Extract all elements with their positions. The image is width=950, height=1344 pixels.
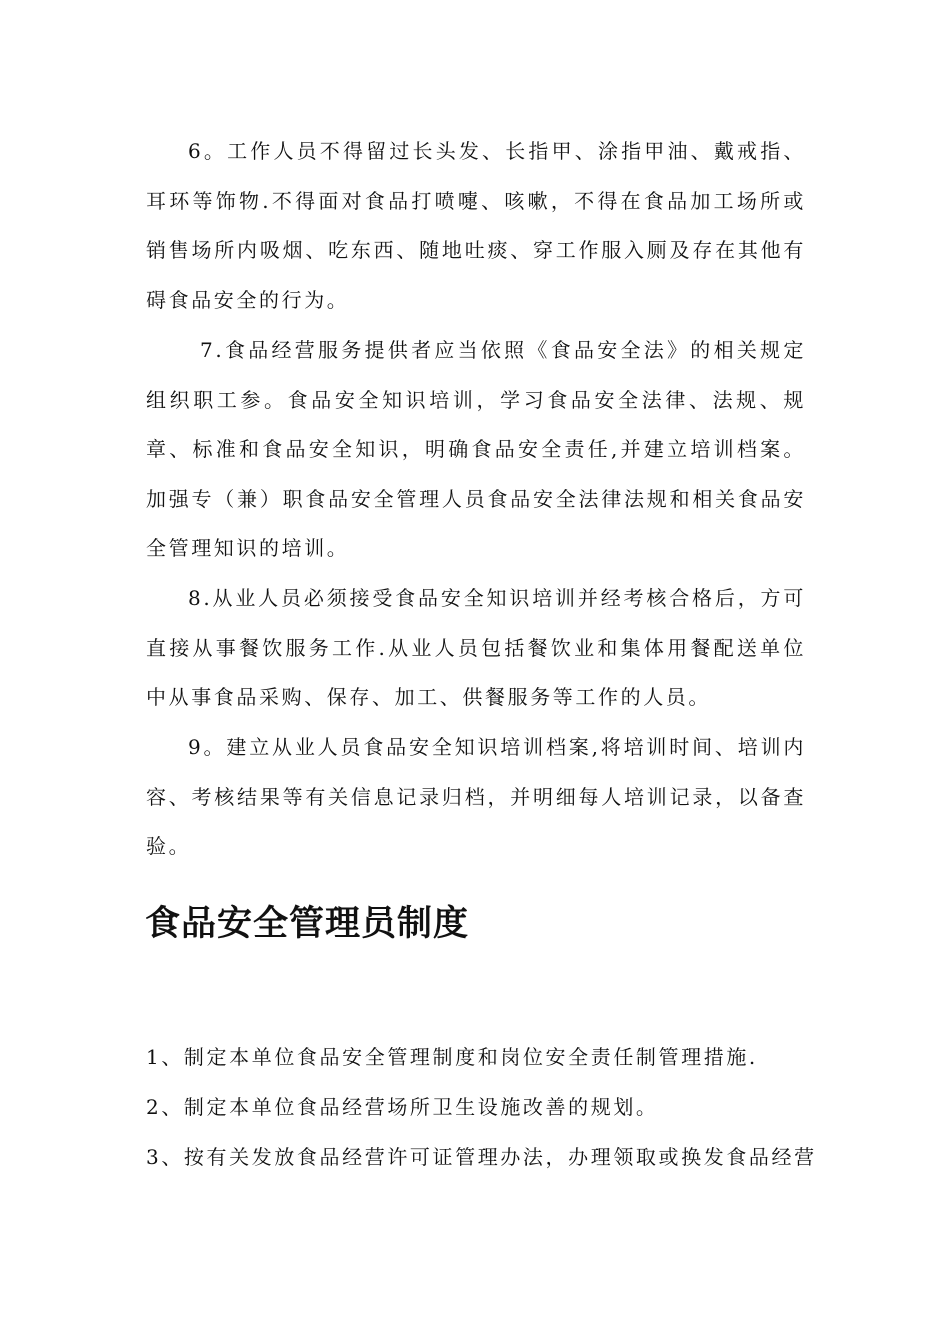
section-title: 食品安全管理员制度 bbox=[145, 904, 470, 944]
list-item: 1、制定本单位食品安全管理制度和岗位安全责任制管理措施. bbox=[146, 1045, 758, 1069]
paragraph-8: 8.从业人员必须接受食品安全知识培训并经考核合格后，方可直接从事餐饮服务工作.从业人员包括餐饮业和集体用餐配送单位中从事食品采购、保存、加工、供餐服务等工作的人员。 bbox=[146, 586, 806, 710]
paragraph-6: 6。工作人员不得留过长头发、长指甲、涂指甲油、戴戒指、耳环等饰物.不得面对食品打喷嚏、咳嗽，不得在食品加工场所或销售场所内吸烟、吃东西、随地吐痰、穿工作服入厕及存在其他有碍食品安全的行为。 bbox=[146, 139, 806, 312]
list-item: 2、制定本单位食品经营场所卫生设施改善的规划。 bbox=[146, 1095, 659, 1119]
paragraph-9: 9。建立从业人员食品安全知识培训档案,将培训时间、培训内容、考核结果等有关信息记录归档，并明细每人培训记录，以备查验。 bbox=[146, 735, 806, 859]
paragraph-7: 7.食品经营服务提供者应当依照《食品安全法》的相关规定组织职工参。食品安全知识培训，学习食品安全法律、法规、规章、标准和食品安全知识，明确食品安全责任,并建立培训档案。加强专（兼）职食品安全管理人员食品安全法律法规和相关食品安全管理知识的培训。 bbox=[146, 338, 806, 561]
list-item: 3、按有关发放食品经营许可证管理办法，办理领取或换发食品经营 bbox=[146, 1145, 817, 1169]
